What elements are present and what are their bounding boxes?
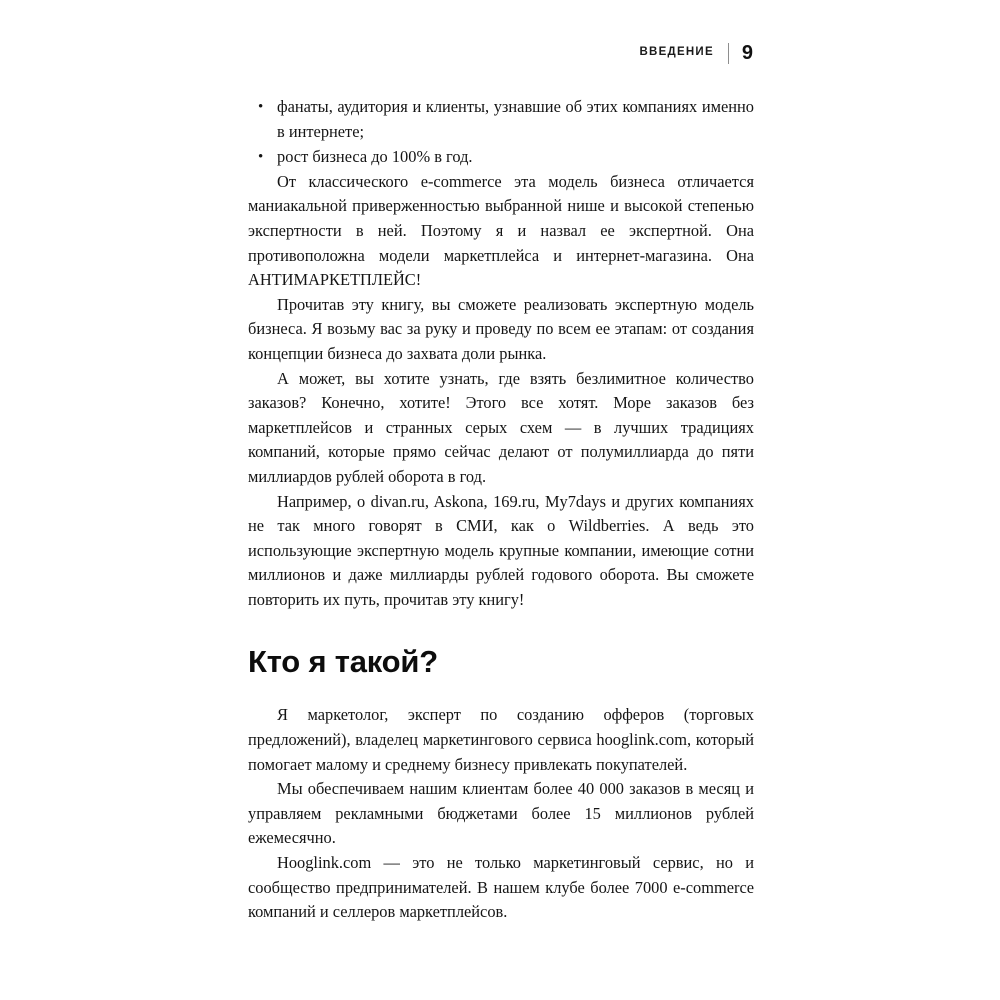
text-column [248,95,754,925]
body-paragraph: Я маркетолог, эксперт по созданию офферов (торговых предложений), владелец маркетингового сервиса hooglink.com, который помогает малому и среднему бизнесу привлекать покупателей. [248,705,754,774]
body-paragraph: Мы обеспечиваем нашим клиентам более 40 000 заказов в месяц и управляем рекламными бюджетами более 15 миллионов рублей ежемесячно. [248,779,754,848]
heading-spacer-below [248,680,754,703]
list-item: • рост бизнеса до 100% в год. [248,145,754,170]
section-heading: Кто я такой? [248,644,439,680]
running-head-divider [728,43,729,64]
body-paragraph: Hooglink.com — это не только маркетинговый сервис, но и сообщество предпринимателей. В нашем клубе более 7000 e-commerce компаний и селлеров маркетплейсов. [248,853,754,922]
body-paragraph: Например, о divan.ru, Askona, 169.ru, My7days и других компаниях не так много говорят в СМИ, как о Wildberries. А ведь это использующие экспертную модель крупные компании, имеющие сотни миллионов и даже миллиарды рублей годового оборота. Вы сможете повторить их путь, прочитав эту книгу! [248,491,754,609]
body-paragraph: От классического e-commerce эта модель бизнеса отличается маниакальной приверженностью выбранной нише и высокой степенью экспертности в ней. Поэтому я и назвал ее экспертной. Она противоположна модели маркетплейса и интернет-магазина. Она АНТИМАРКЕТПЛЕЙС! [248,171,754,290]
running-head-chapter-label: ВВЕДЕНИЕ [639,46,714,59]
bullet-list [248,95,754,170]
heading-spacer-above [248,612,754,644]
body-paragraph: А может, вы хотите узнать, где взять безлимитное количество заказов? Конечно, хотите! Этого все хотят. Море заказов без маркетплейсов и странных серых схем — в лучших традициях компаний, которые прямо сейчас делают от полумиллиарда до пяти миллиардов рублей оборота в год. [248,368,754,486]
body-paragraph: Прочитав эту книгу, вы сможете реализовать экспертную модель бизнеса. Я возьму вас за руку и проведу по всем ее этапам: от создания концепции бизнеса до захвата доли рынка. [248,294,754,363]
page-number: 9 [741,42,753,64]
running-head [248,40,753,66]
list-item: • фанаты, аудитория и клиенты, узнавшие об этих компаниях именно в интернете; [248,95,754,144]
